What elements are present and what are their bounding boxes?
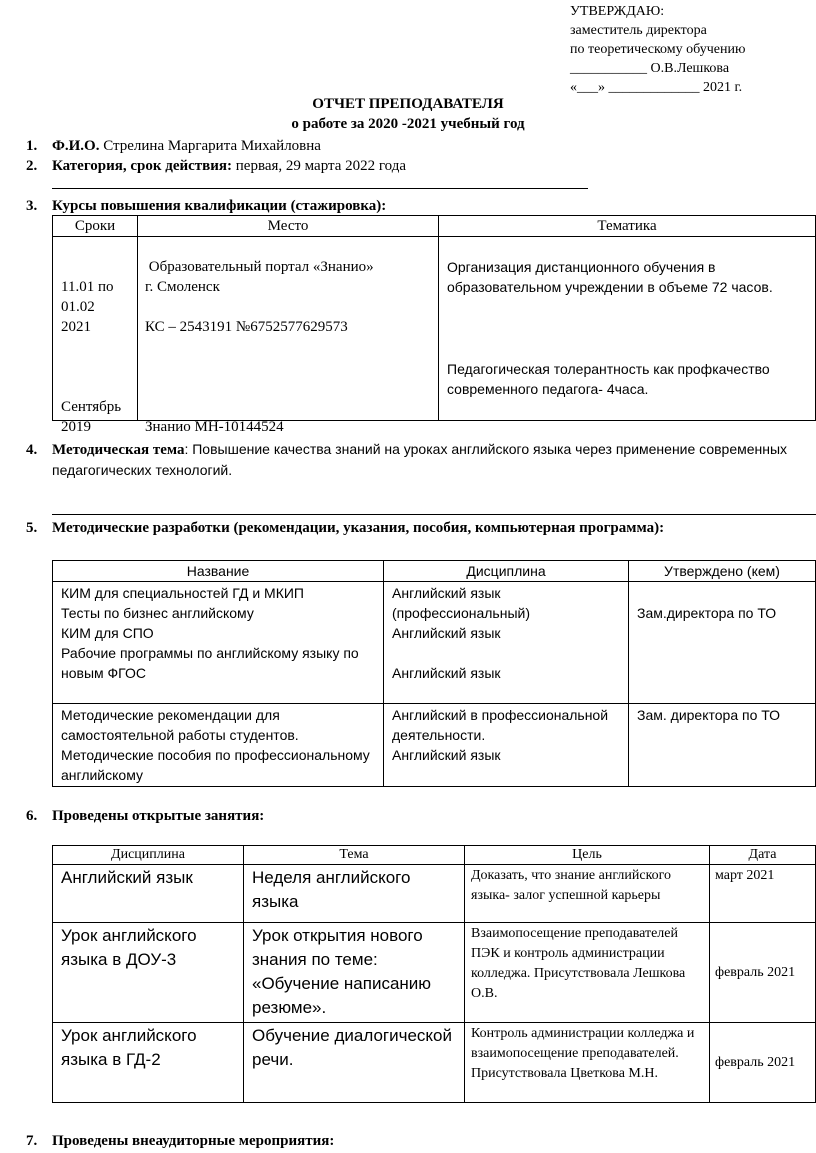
dev-discipline: Английский в профессиональной деятельности. Английский язык bbox=[384, 704, 629, 787]
section-label: Курсы повышения квалификации (стажировка): bbox=[52, 198, 387, 214]
col-header-goal: Цель bbox=[465, 846, 710, 865]
col-header-date: Дата bbox=[710, 846, 816, 865]
section-number: 1. bbox=[26, 138, 38, 154]
category-value: первая, 29 марта 2022 года bbox=[232, 158, 407, 174]
section-method-theme bbox=[26, 439, 806, 481]
section-courses bbox=[26, 196, 386, 216]
course-place-1: Образовательный портал «Знанио» г. Смоленск КС – 2543191 №6752577629573 bbox=[145, 259, 374, 335]
approval-heading: УТВЕРЖДАЮ: bbox=[570, 4, 665, 19]
section-fio bbox=[26, 136, 321, 156]
section-method-dev bbox=[26, 518, 664, 538]
method-dev-table bbox=[52, 560, 816, 787]
teacher-name: Стрелина Маргарита Михайловна bbox=[99, 138, 321, 154]
course-topic-2: Педагогическая толерантность как профкачество современного педагога- 4часа. bbox=[447, 361, 770, 397]
divider-line bbox=[52, 188, 588, 189]
report-subtitle: о работе за 2020 -2021 учебный год bbox=[291, 116, 525, 132]
approval-department: по теоретическому обучению bbox=[570, 42, 746, 57]
section-label: Методическая тема bbox=[52, 442, 185, 458]
table-row bbox=[53, 1023, 816, 1103]
lesson-date: февраль 2021 bbox=[710, 1023, 816, 1103]
approval-block bbox=[570, 2, 745, 97]
method-theme-value: : Повышение качества знаний на уроках английского языка через применение современных педагогических технологий. bbox=[52, 441, 788, 478]
lesson-date: март 2021 bbox=[710, 865, 816, 923]
table-row bbox=[53, 865, 816, 923]
section-number: 5. bbox=[26, 520, 38, 536]
dev-approved: Зам. директора по ТО bbox=[629, 704, 816, 787]
col-header-topic: Тема bbox=[244, 846, 465, 865]
section-category bbox=[26, 156, 406, 176]
dev-approved: Зам.директора по ТО bbox=[629, 582, 816, 704]
section-number: 2. bbox=[26, 158, 38, 174]
col-header-approved: Утверждено (кем) bbox=[629, 561, 816, 582]
col-header-name: Название bbox=[53, 561, 384, 582]
section-label: Проведены внеаудиторные мероприятия: bbox=[52, 1133, 335, 1149]
divider-line bbox=[52, 514, 816, 515]
course-place-2: Знанио МН-10144524 bbox=[145, 419, 284, 435]
report-title: ОТЧЕТ ПРЕПОДАВАТЕЛЯ bbox=[312, 96, 504, 112]
col-header-place: Место bbox=[138, 216, 439, 237]
section-label: Проведены открытые занятия: bbox=[52, 808, 265, 824]
topic-cell bbox=[439, 237, 816, 421]
section-number: 7. bbox=[26, 1133, 38, 1149]
section-label: Ф.И.О. bbox=[52, 138, 100, 154]
section-number: 4. bbox=[26, 442, 38, 458]
section-number: 6. bbox=[26, 808, 38, 824]
section-label: Категория, срок действия: bbox=[52, 158, 233, 174]
section-number: 3. bbox=[26, 198, 38, 214]
table-row bbox=[53, 704, 816, 787]
lesson-discipline: Английский язык bbox=[53, 865, 244, 923]
dates-cell bbox=[53, 237, 138, 435]
section-label: Методические разработки (рекомендации, указания, пособия, компьютерная программа): bbox=[52, 520, 665, 536]
course-topic-1: Организация дистанционного обучения в образовательном учреждении в объеме 72 часов. bbox=[447, 259, 773, 295]
section-open-lessons bbox=[26, 806, 264, 826]
lesson-goal: Контроль администрации колледжа и взаимопосещение преподавателей. Присутствовала Цветкова М.Н. bbox=[465, 1023, 710, 1103]
table-row bbox=[53, 923, 816, 1023]
dev-name: Методические рекомендации для самостоятельной работы студентов. Методические пособия по профессиональному английскому bbox=[53, 704, 384, 787]
open-lessons-table bbox=[52, 845, 816, 1103]
dev-discipline: Английский язык (профессиональный) Английский язык Английский язык bbox=[384, 582, 629, 704]
lesson-discipline: Урок английского языка в ГД-2 bbox=[53, 1023, 244, 1103]
approval-position: заместитель директора bbox=[570, 23, 707, 38]
place-cell bbox=[138, 237, 439, 435]
course-dates-2: Сентябрь 2019 bbox=[61, 399, 122, 435]
approval-signature: ___________ О.В.Лешкова bbox=[570, 61, 730, 76]
col-header-discipline: Дисциплина bbox=[53, 846, 244, 865]
lesson-date: февраль 2021 bbox=[710, 923, 816, 1023]
table-row bbox=[53, 582, 816, 704]
col-header-topic: Тематика bbox=[439, 216, 816, 237]
col-header-discipline: Дисциплина bbox=[384, 561, 629, 582]
lesson-discipline: Урок английского языка в ДОУ-3 bbox=[53, 923, 244, 1023]
lesson-topic: Урок открытия нового знания по теме: «Обучение написанию резюме». bbox=[244, 923, 465, 1023]
section-extracurricular bbox=[26, 1131, 334, 1151]
approval-date: «___» _____________ 2021 г. bbox=[570, 80, 743, 95]
lesson-goal: Доказать, что знание английского языка- залог успешной карьеры bbox=[465, 865, 710, 923]
course-dates-1: 11.01 по 01.02 2021 bbox=[61, 279, 114, 335]
lesson-goal: Взаимопосещение преподавателей ПЭК и контроль администрации колледжа. Присутствовала Лешкова О.В. bbox=[465, 923, 710, 1023]
dev-name: КИМ для специальностей ГД и МКИП Тесты по бизнес английскому КИМ для СПО Рабочие программы по английскому языку по новым ФГОС bbox=[53, 582, 384, 704]
courses-table bbox=[52, 215, 816, 435]
col-header-dates: Сроки bbox=[53, 216, 138, 237]
lesson-topic: Обучение диалогической речи. bbox=[244, 1023, 465, 1103]
lesson-topic: Неделя английского языка bbox=[244, 865, 465, 923]
